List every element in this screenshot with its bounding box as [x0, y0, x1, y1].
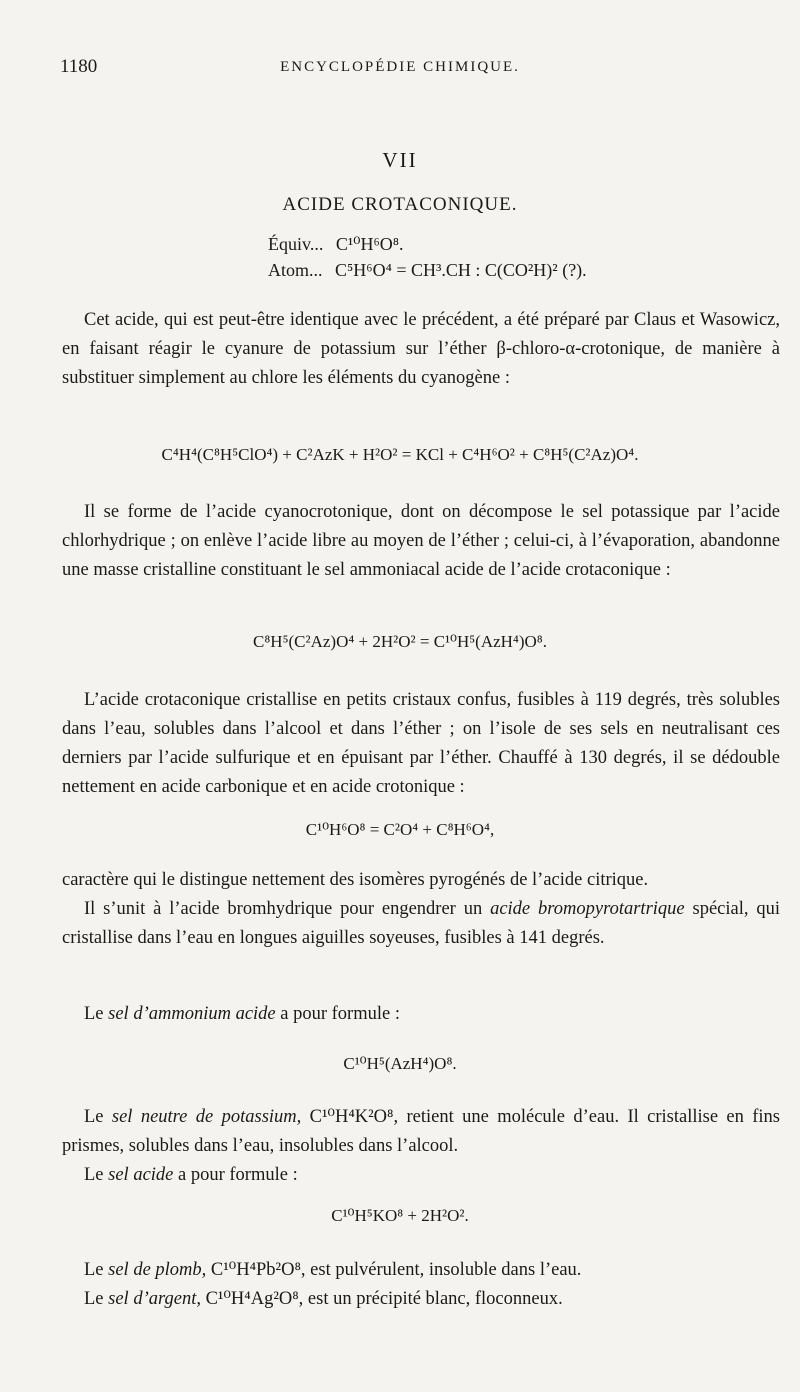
text-run: Le: [84, 1260, 109, 1280]
paragraph-ammonium: [62, 1000, 780, 1029]
equation-decomposition: C¹⁰H⁶O⁸ = C²O⁴ + C⁸H⁶O⁴,: [305, 820, 495, 839]
paragraph-text: [62, 1161, 780, 1190]
equation-ammonium-salt: C⁸H⁵(C²Az)O⁴ + 2H²O² = C¹⁰H⁵(AzH⁴)O⁸.: [253, 632, 547, 651]
equiv-label: Équiv...: [268, 234, 324, 254]
text-run: spécial, qui cristallise dans l’eau en longues aiguilles soyeuses, fusibles à 141 degrés.: [62, 899, 780, 948]
paragraph-bromo: [62, 895, 780, 953]
section-title: ACIDE CROTACONIQUE.: [282, 194, 518, 215]
italic-term: acide bromopyrotartrique: [490, 899, 685, 919]
page-number: 1180: [60, 56, 98, 77]
paragraph-text: [62, 1000, 780, 1029]
atom-formula: C⁵H⁶O⁴ = CH³.CH : C(CO²H)² (?).: [335, 260, 587, 280]
paragraph-text: Cet acide, qui est peut-être identique avec le précédent, a été préparé par Claus et Wasowicz, en faisant réagir le cyanure de potassium sur l’éther β-chloro-α-crotonique, de manière à substituer simplement au chlore les éléments du cyanogène :: [62, 310, 780, 388]
text-run: Il s’unit à l’acide bromhydrique pour engendrer un: [84, 899, 491, 919]
italic-term: sel neutre de potassium,: [111, 1107, 302, 1127]
text-run: C¹⁰H⁴Pb²O⁸, est pulvérulent, insoluble dans l’eau.: [206, 1260, 582, 1280]
page-header: [60, 56, 740, 86]
text-run: Le: [84, 1004, 109, 1024]
paragraph-lead-silver: [62, 1256, 780, 1314]
text-run: a pour formule :: [275, 1004, 400, 1024]
paragraph-text: L’acide crotaconique cristallise en petits cristaux confus, fusibles à 119 degrés, très solubles dans l’eau, solubles dans l’alcool et dans l’éther ; on l’isole de ses sels en neutralisant ces derniers par l’acide sulfurique et en épuisant par l’éther. Chauffé à 130 degrés, il se dédouble nettement en acide carbonique et en acide crotonique :: [62, 690, 780, 797]
paragraph-text: [62, 1256, 780, 1285]
paragraph-potassium: [62, 1103, 780, 1190]
italic-term: sel d’argent,: [108, 1289, 201, 1309]
equiv-formula: C¹⁰H⁶O⁸.: [335, 234, 404, 254]
italic-term: sel de plomb,: [108, 1260, 207, 1280]
text-run: Le: [84, 1165, 109, 1185]
paragraph-text: Il se forme de l’acide cyanocrotonique, dont on décompose le sel potassique par l’acide chlorhydrique ; on enlève l’acide libre au moyen de l’éther ; celui-ci, à l’évaporation, abandonne une masse cristalline constituant le sel ammoniacal acide de l’acide crotaconique :: [62, 502, 780, 580]
paragraph-cyanocrotonic: [62, 498, 780, 585]
text-run: C¹⁰H⁴K²O⁸, retient une molécule d’eau. Il cristallise en fins prismes, solubles dans l’eau, insolubles dans l’alcool.: [62, 1107, 780, 1156]
formula-acid-salt: C¹⁰H⁵KO⁸ + 2H²O².: [331, 1206, 469, 1225]
paragraph-text: caractère qui le distingue nettement des isomères pyrogénés de l’acide citrique.: [62, 870, 649, 890]
formula-ammonium: C¹⁰H⁵(AzH⁴)O⁸.: [343, 1054, 457, 1073]
running-head: ENCYCLOPÉDIE CHIMIQUE.: [280, 59, 520, 75]
paragraph-isomers: [62, 866, 780, 953]
paragraph-preparation: [62, 306, 780, 393]
atomic-formula-line: [268, 260, 587, 281]
text-run: Le: [84, 1107, 112, 1127]
italic-term: sel d’ammonium acide: [108, 1004, 276, 1024]
section-number: VII: [382, 148, 418, 172]
equivalent-formula-line: [268, 234, 404, 255]
paragraph-text: [62, 1103, 780, 1161]
text-run: Le: [84, 1289, 109, 1309]
text-run: a pour formule :: [173, 1165, 298, 1185]
atom-label: Atom...: [268, 260, 323, 280]
paragraph-text: [62, 1285, 780, 1314]
paragraph-properties: [62, 686, 780, 802]
text-run: C¹⁰H⁴Ag²O⁸, est un précipité blanc, floconneux.: [200, 1289, 563, 1309]
equation-preparation: C⁴H⁴(C⁸H⁵ClO⁴) + C²AzK + H²O² = KCl + C⁴H⁶O² + C⁸H⁵(C²Az)O⁴.: [161, 445, 639, 464]
italic-term: sel acide: [108, 1165, 174, 1185]
